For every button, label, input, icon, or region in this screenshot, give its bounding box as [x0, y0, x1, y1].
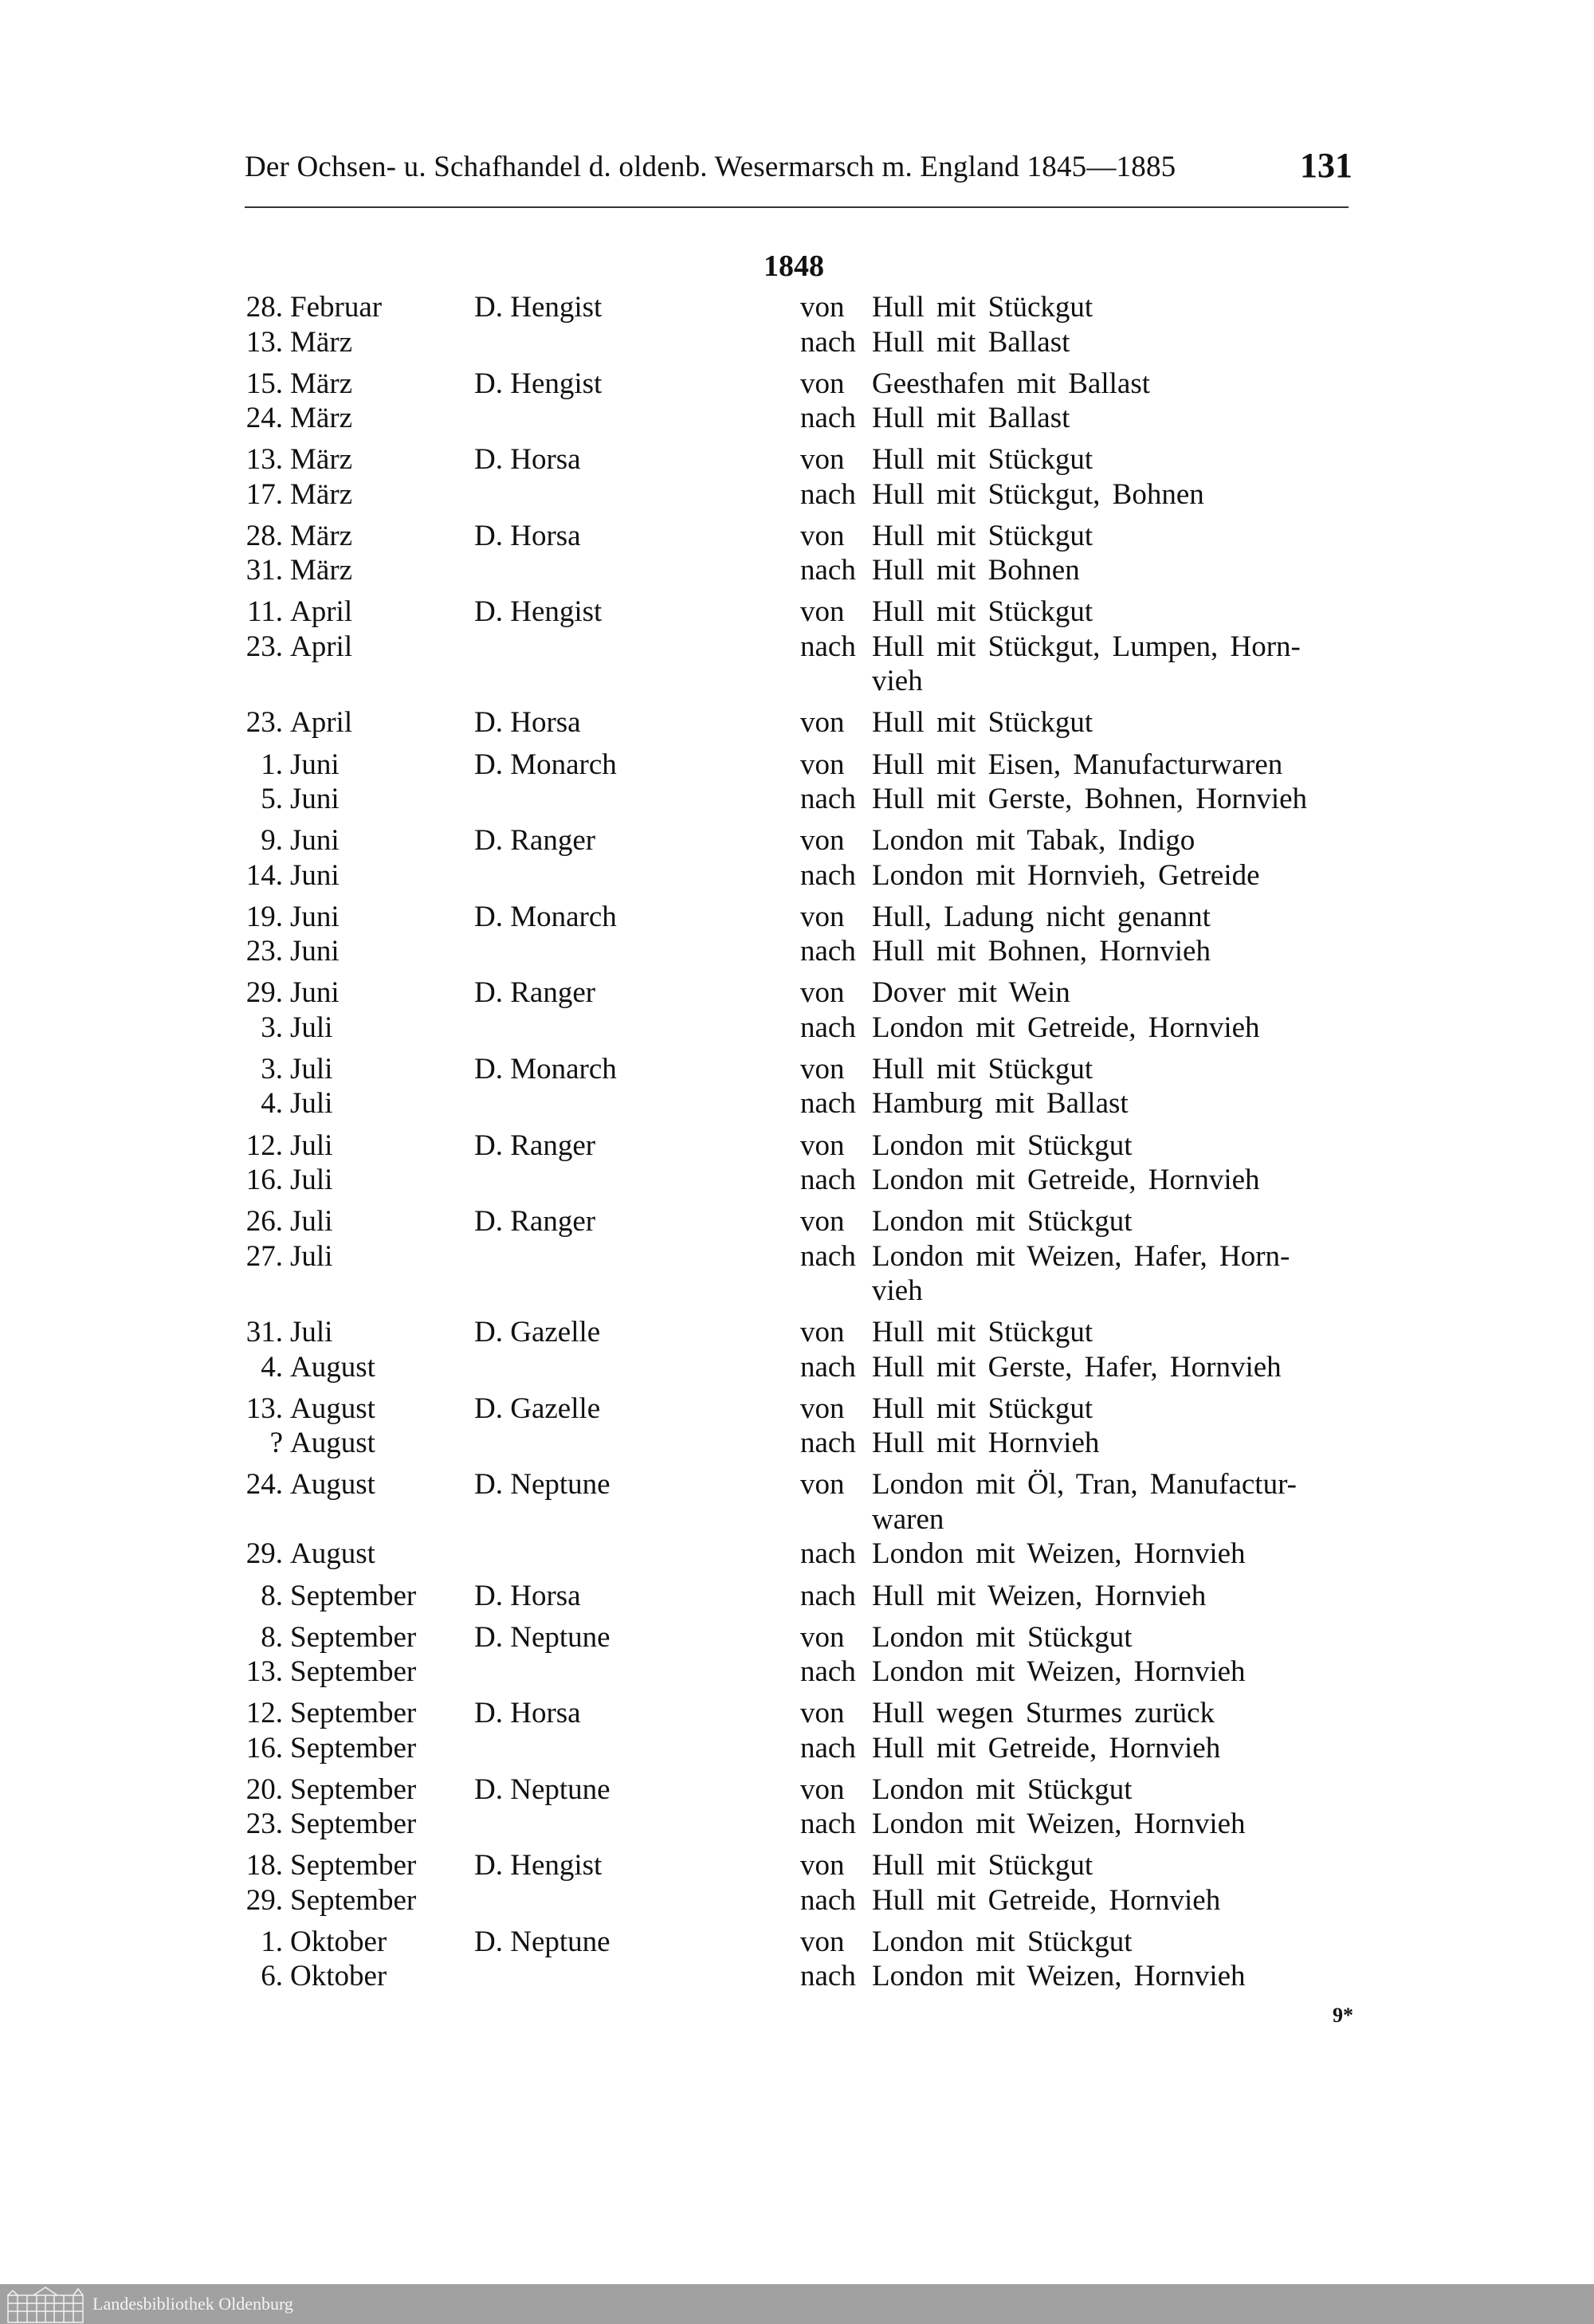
entry-direction: von [800, 1697, 845, 1730]
library-building-icon [5, 2286, 86, 2324]
table-row [0, 1129, 1594, 1164]
entry-day: 19. [245, 900, 283, 933]
entry-day: 15. [245, 367, 283, 400]
entry-direction: von [800, 748, 845, 781]
entry-month: August [290, 1427, 375, 1460]
entry-route: Hull mit Stückgut [872, 595, 1093, 629]
entry-day: ? [269, 1427, 283, 1460]
entry-month: April [290, 706, 353, 740]
entry-route: Hull mit Stückgut, Bohnen [872, 477, 1204, 511]
entry-direction: von [800, 1392, 845, 1425]
entry-route: Hull mit Bohnen, Hornvieh [872, 935, 1211, 968]
table-row [0, 1239, 1594, 1274]
entry-ship: D. Horsa [474, 1697, 581, 1730]
entry-route: Hull mit Weizen, Hornvieh [872, 1579, 1207, 1612]
table-row [0, 1467, 1594, 1502]
entry-direction: nach [800, 783, 856, 816]
entry-day: 6. [261, 1960, 283, 1993]
table-row [0, 900, 1594, 935]
table-row [0, 1883, 1594, 1918]
entry-month: Juni [290, 783, 340, 816]
table-row [0, 748, 1594, 783]
entry-route: London mit Weizen, Hornvieh [872, 1808, 1246, 1841]
entry-direction: von [800, 976, 845, 1010]
table-row [0, 1772, 1594, 1808]
entry-direction: von [800, 1620, 845, 1654]
table-row [0, 553, 1594, 588]
entry-month: Juni [290, 858, 340, 892]
entry-route-continuation: vieh [872, 665, 923, 698]
table-row [0, 1392, 1594, 1427]
entry-direction: von [800, 443, 845, 477]
table-row [0, 934, 1594, 969]
entry-month: September [290, 1579, 417, 1612]
entry-ship: D. Ranger [474, 1129, 596, 1162]
entry-route: Hamburg mit Ballast [872, 1087, 1129, 1121]
entry-route: London mit Weizen, Hafer, Horn- [872, 1239, 1290, 1273]
entry-direction: nach [800, 630, 856, 663]
entry-month: Juli [290, 1011, 333, 1044]
entry-route: Hull mit Getreide, Hornvieh [872, 1731, 1221, 1765]
entry-direction: von [800, 1468, 845, 1502]
year-heading: 1848 [764, 249, 824, 283]
entry-month: März [290, 443, 353, 477]
entry-route: Hull mit Eisen, Manufacturwaren [872, 748, 1283, 781]
entry-route: Hull mit Stückgut [872, 1316, 1093, 1349]
table-row-continuation [0, 1274, 1594, 1309]
entry-day: 5. [261, 783, 283, 816]
entry-month: Juli [290, 1164, 333, 1197]
entry-month: August [290, 1392, 375, 1425]
entry-direction: von [800, 1772, 845, 1806]
entry-day: 26. [245, 1205, 283, 1239]
entry-ship: D. Monarch [474, 900, 617, 933]
table-row [0, 1848, 1594, 1883]
table-row [0, 1925, 1594, 1960]
entry-route: Hull wegen Sturmes zurück [872, 1697, 1215, 1730]
entry-day: 4. [261, 1350, 283, 1384]
entry-direction: von [800, 367, 845, 400]
entry-day: 13. [245, 443, 283, 477]
entry-route: Geesthafen mit Ballast [872, 367, 1151, 400]
entry-day: 3. [261, 1011, 283, 1044]
table-row [0, 823, 1594, 858]
entry-ship: D. Hengist [474, 291, 603, 324]
entry-ship: D. Ranger [474, 1205, 596, 1239]
entry-day: 1. [261, 748, 283, 781]
entry-direction: nach [800, 1350, 856, 1384]
entry-route: London mit Stückgut [872, 1620, 1133, 1654]
entry-route: London mit Getreide, Hornvieh [872, 1011, 1260, 1044]
entry-day: 11. [247, 595, 283, 629]
entry-ship: D. Hengist [474, 595, 603, 629]
entry-direction: nach [800, 1808, 856, 1841]
table-row [0, 519, 1594, 554]
entry-route: London mit Tabak, Indigo [872, 824, 1196, 858]
entry-direction: von [800, 1052, 845, 1085]
entry-route: Hull mit Stückgut [872, 1392, 1093, 1425]
entry-direction: von [800, 1129, 845, 1162]
entry-day: 13. [245, 325, 283, 359]
entry-month: Juli [290, 1239, 333, 1273]
entry-month: September [290, 1697, 417, 1730]
entry-ship: D. Horsa [474, 706, 581, 740]
entry-ship: D. Neptune [474, 1620, 611, 1654]
entry-day: 8. [261, 1620, 283, 1654]
entry-route: Hull mit Bohnen [872, 554, 1080, 587]
table-row [0, 1052, 1594, 1087]
entry-month: September [290, 1620, 417, 1654]
entry-day: 18. [245, 1849, 283, 1882]
entry-ship: D. Gazelle [474, 1316, 601, 1349]
entry-route: London mit Weizen, Hornvieh [872, 1655, 1246, 1689]
entry-route: Hull mit Stückgut [872, 706, 1093, 740]
entry-direction: von [800, 824, 845, 858]
entry-route: Hull mit Stückgut [872, 443, 1093, 477]
entry-route: London mit Stückgut [872, 1925, 1133, 1958]
entry-ship: D. Hengist [474, 1849, 603, 1882]
table-row [0, 290, 1594, 325]
entry-direction: von [800, 1925, 845, 1958]
entry-ship: D. Ranger [474, 824, 596, 858]
entry-day: 23. [245, 935, 283, 968]
entry-month: März [290, 367, 353, 400]
entry-day: 1. [261, 1925, 283, 1958]
entry-direction: nach [800, 1011, 856, 1044]
entry-route: Hull mit Hornvieh [872, 1427, 1100, 1460]
entry-day: 12. [245, 1129, 283, 1162]
table-row [0, 1086, 1594, 1121]
entry-month: April [290, 630, 353, 663]
entry-route: London mit Weizen, Hornvieh [872, 1960, 1246, 1993]
entry-day: 16. [245, 1731, 283, 1765]
table-row [0, 401, 1594, 436]
entry-route: London mit Stückgut [872, 1129, 1133, 1162]
table-row [0, 1011, 1594, 1046]
entry-day: 3. [261, 1052, 283, 1085]
entry-route: Hull, Ladung nicht genannt [872, 900, 1211, 933]
entry-month: Juli [290, 1205, 333, 1239]
table-row [0, 782, 1594, 817]
table-row [0, 1579, 1594, 1614]
entry-day: 29. [245, 1537, 283, 1571]
entry-day: 28. [245, 291, 283, 324]
table-row [0, 1163, 1594, 1198]
voyage-table [0, 290, 1594, 1994]
entry-direction: von [800, 900, 845, 933]
entry-direction: nach [800, 554, 856, 587]
entry-month: September [290, 1808, 417, 1841]
entry-month: September [290, 1849, 417, 1882]
entry-day: 4. [261, 1087, 283, 1121]
entry-day: 13. [245, 1655, 283, 1689]
entry-month: April [290, 595, 353, 629]
entry-month: Juli [290, 1087, 333, 1121]
entry-month: Juni [290, 748, 340, 781]
entry-route: Hull mit Stückgut [872, 1052, 1093, 1085]
entry-route: London mit Getreide, Hornvieh [872, 1164, 1260, 1197]
table-row-continuation [0, 1502, 1594, 1537]
entry-day: 23. [245, 630, 283, 663]
entry-month: Februar [290, 291, 383, 324]
table-row [0, 630, 1594, 665]
table-row [0, 1350, 1594, 1385]
entry-route: Hull mit Gerste, Hafer, Hornvieh [872, 1350, 1282, 1384]
entry-day: 31. [245, 1316, 283, 1349]
entry-direction: von [800, 1205, 845, 1239]
entry-month: Juli [290, 1052, 333, 1085]
entry-direction: nach [800, 402, 856, 435]
entry-ship: D. Monarch [474, 748, 617, 781]
entry-route: Hull mit Ballast [872, 325, 1070, 359]
table-row [0, 325, 1594, 360]
table-row [0, 477, 1594, 512]
entry-month: September [290, 1772, 417, 1806]
entry-route: London mit Stückgut [872, 1772, 1133, 1806]
signature-mark: 9* [1333, 2004, 1353, 2027]
table-row [0, 1204, 1594, 1239]
table-row [0, 1315, 1594, 1350]
entry-direction: nach [800, 1537, 856, 1571]
entry-ship: D. Gazelle [474, 1392, 601, 1425]
entry-day: 17. [245, 477, 283, 511]
table-row [0, 367, 1594, 402]
entry-month: August [290, 1537, 375, 1571]
table-row [0, 858, 1594, 893]
footer-bar [0, 2284, 1594, 2324]
entry-direction: nach [800, 1960, 856, 1993]
entry-month: Juli [290, 1316, 333, 1349]
entry-day: 13. [245, 1392, 283, 1425]
entry-month: Oktober [290, 1960, 387, 1993]
entry-direction: nach [800, 935, 856, 968]
entry-month: März [290, 519, 353, 552]
entry-route-continuation: waren [872, 1502, 944, 1536]
entry-route: London mit Öl, Tran, Manufactur- [872, 1468, 1297, 1502]
table-row [0, 976, 1594, 1011]
entry-day: 16. [245, 1164, 283, 1197]
table-row [0, 1655, 1594, 1690]
entry-day: 31. [245, 554, 283, 587]
entry-route-continuation: vieh [872, 1274, 923, 1308]
table-row [0, 1959, 1594, 1994]
entry-direction: nach [800, 1239, 856, 1273]
entry-direction: nach [800, 1087, 856, 1121]
entry-month: Juni [290, 935, 340, 968]
entry-route: Hull mit Gerste, Bohnen, Hornvieh [872, 783, 1308, 816]
entry-ship: D. Neptune [474, 1468, 611, 1502]
entry-route: Dover mit Wein [872, 976, 1070, 1010]
entry-route: London mit Stückgut [872, 1205, 1133, 1239]
table-row [0, 595, 1594, 630]
table-row [0, 1731, 1594, 1766]
table-row [0, 442, 1594, 477]
entry-day: 12. [245, 1697, 283, 1730]
entry-day: 27. [245, 1239, 283, 1273]
entry-month: September [290, 1655, 417, 1689]
entry-day: 24. [245, 402, 283, 435]
header-rule [245, 206, 1349, 208]
entry-ship: D. Horsa [474, 443, 581, 477]
entry-direction: nach [800, 858, 856, 892]
entry-direction: nach [800, 1883, 856, 1917]
entry-direction: von [800, 519, 845, 552]
entry-day: 29. [245, 1883, 283, 1917]
entry-day: 29. [245, 976, 283, 1010]
table-row [0, 1426, 1594, 1461]
table-row [0, 1807, 1594, 1842]
page-number: 131 [1300, 146, 1353, 185]
entry-day: 24. [245, 1468, 283, 1502]
table-row [0, 1537, 1594, 1572]
entry-direction: nach [800, 1655, 856, 1689]
entry-route: Hull mit Ballast [872, 402, 1070, 435]
entry-day: 8. [261, 1579, 283, 1612]
entry-month: September [290, 1731, 417, 1765]
entry-direction: nach [800, 477, 856, 511]
table-row [0, 1696, 1594, 1731]
entry-day: 28. [245, 519, 283, 552]
entry-ship: D. Horsa [474, 519, 581, 552]
entry-day: 14. [245, 858, 283, 892]
table-row [0, 705, 1594, 740]
entry-route: Hull mit Getreide, Hornvieh [872, 1883, 1221, 1917]
entry-month: März [290, 554, 353, 587]
table-row-continuation [0, 664, 1594, 699]
entry-direction: nach [800, 1427, 856, 1460]
entry-ship: D. Neptune [474, 1925, 611, 1958]
entry-month: Oktober [290, 1925, 387, 1958]
entry-direction: von [800, 706, 845, 740]
entry-direction: nach [800, 325, 856, 359]
entry-direction: von [800, 595, 845, 629]
entry-route: Hull mit Stückgut, Lumpen, Horn- [872, 630, 1301, 663]
entry-month: Juni [290, 824, 340, 858]
entry-month: August [290, 1350, 375, 1384]
entry-ship: D. Monarch [474, 1052, 617, 1085]
entry-direction: nach [800, 1731, 856, 1765]
entry-ship: D. Horsa [474, 1579, 581, 1612]
entry-month: März [290, 402, 353, 435]
running-header [245, 145, 1353, 185]
entry-direction: von [800, 1849, 845, 1882]
entry-day: 9. [261, 824, 283, 858]
entry-day: 23. [245, 1808, 283, 1841]
entry-route: Hull mit Stückgut [872, 1849, 1093, 1882]
entry-month: September [290, 1883, 417, 1917]
entry-direction: nach [800, 1579, 856, 1612]
library-name: Landesbibliothek Oldenburg [92, 2294, 293, 2314]
entry-month: Juni [290, 976, 340, 1010]
entry-route: London mit Weizen, Hornvieh [872, 1537, 1246, 1571]
entry-month: Juni [290, 900, 340, 933]
entry-route: London mit Hornvieh, Getreide [872, 858, 1260, 892]
entry-month: März [290, 325, 353, 359]
entry-month: Juli [290, 1129, 333, 1162]
entry-month: März [290, 477, 353, 511]
table-row [0, 1620, 1594, 1655]
entry-direction: von [800, 291, 845, 324]
entry-route: Hull mit Stückgut [872, 291, 1093, 324]
entry-direction: nach [800, 1164, 856, 1197]
entry-ship: D. Ranger [474, 976, 596, 1010]
entry-route: Hull mit Stückgut [872, 519, 1093, 552]
entry-month: August [290, 1468, 375, 1502]
entry-day: 23. [245, 706, 283, 740]
entry-direction: von [800, 1316, 845, 1349]
running-title: Der Ochsen- u. Schafhandel d. oldenb. Wesermarsch m. England 1845—1885 [245, 151, 1176, 183]
entry-day: 20. [245, 1772, 283, 1806]
entry-ship: D. Hengist [474, 367, 603, 400]
entry-ship: D. Neptune [474, 1772, 611, 1806]
